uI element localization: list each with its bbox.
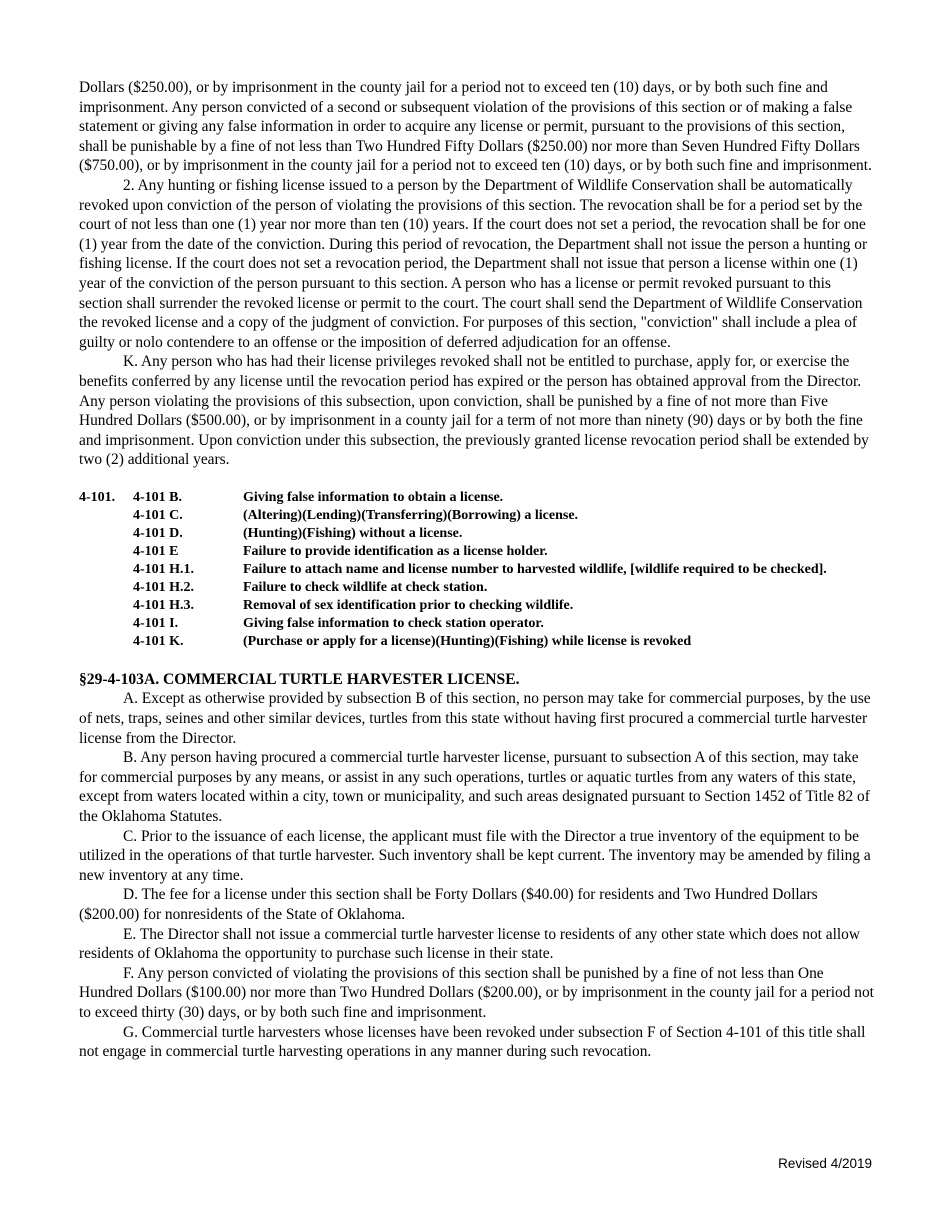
paragraph-subsection-d: D. The fee for a license under this section shall be Forty Dollars ($40.00) for residents and Two Hundred Dollars ($200.00) for nonresidents of the State of Oklahoma. bbox=[79, 886, 818, 923]
offense-row bbox=[79, 561, 875, 579]
offense-row bbox=[79, 579, 875, 597]
offense-row bbox=[79, 615, 875, 633]
offense-code: 4-101 B. bbox=[133, 489, 182, 505]
offense-code: 4-101 C. bbox=[133, 507, 183, 523]
section-heading: §29-4-103A. COMMERCIAL TURTLE HARVESTER LICENSE. bbox=[79, 670, 520, 688]
offense-description: (Purchase or apply for a license)(Hunting)(Fishing) while license is revoked bbox=[243, 633, 692, 649]
paragraph-subsection-b: B. Any person having procured a commercial turtle harvester license, pursuant to subsection A of this section, may take for commercial purposes by any means, or assist in any such operations, turtles or aquatic turtles from any waters of this state, except from waters located within a city, town or municipality, and such areas designated pursuant to Section 1452 of Title 82 of the Oklahoma Statutes. bbox=[79, 749, 870, 826]
offense-code: 4-101 I. bbox=[133, 615, 179, 631]
offense-description: Removal of sex identification prior to checking wildlife. bbox=[243, 597, 574, 613]
offense-description: (Hunting)(Fishing) without a license. bbox=[243, 525, 463, 541]
document-page bbox=[79, 78, 875, 1062]
offense-row bbox=[79, 507, 875, 525]
offense-code: 4-101 E bbox=[133, 543, 179, 559]
offense-description: Giving false information to check station operator. bbox=[243, 615, 544, 631]
paragraph-penalty-continued: Dollars ($250.00), or by imprisonment in the county jail for a period not to exceed ten (10) days, or by both such fine and imprisonment. Any person convicted of a second or subsequent violation of the provisions of this section or of making a false statement or giving any false information in order to acquire any license or permit, pursuant to the provisions of this section, shall be punishable by a fine of not less than Two Hundred Fifty Dollars ($250.00) nor more than Seven Hundred Fifty Dollars ($750.00), or by imprisonment in the county jail for a period not to exceed ten (10) days, or by both such fine and imprisonment. bbox=[79, 79, 872, 175]
paragraph-subsection-f: F. Any person convicted of violating the provisions of this section shall be punished by a fine of not less than One Hundred Dollars ($100.00) nor more than Two Hundred Dollars ($200.00), or by imprisonment in the county jail for a period not to exceed thirty (30) days, or by both such fine and imprisonment. bbox=[79, 964, 874, 1021]
offense-section-label: 4-101. bbox=[79, 489, 116, 505]
paragraph-subsection-k: K. Any person who has had their license privileges revoked shall not be entitled to purchase, apply for, or exercise the benefits conferred by any license until the revocation period has expired or the person has obtained approval from the Director. Any person violating the provisions of this subsection, upon conviction, shall be punished by a fine of not more than Five Hundred Dollars ($500.00), or by imprisonment in a county jail for a term of not more than ninety (90) days or by both the fine and imprisonment. Upon conviction under this subsection, the previously granted license revocation period shall be extended by two (2) additional years. bbox=[79, 353, 869, 469]
offense-description: (Altering)(Lending)(Transferring)(Borrowing) a license. bbox=[243, 507, 579, 523]
offense-row bbox=[79, 597, 875, 615]
offense-description: Failure to check wildlife at check station. bbox=[243, 579, 488, 595]
paragraph-subsection-g: G. Commercial turtle harvesters whose licenses have been revoked under subsection F of Section 4-101 of this title shall not engage in commercial turtle harvesting operations in any manner during such revocation. bbox=[79, 1023, 866, 1061]
revision-footer: Revised 4/2019 bbox=[778, 1156, 872, 1171]
offense-description: Failure to attach name and license number to harvested wildlife, [wildlife required to be checked]. bbox=[243, 561, 827, 577]
offense-code: 4-101 D. bbox=[133, 525, 183, 541]
offense-row bbox=[79, 489, 875, 507]
paragraph-subsection-a: A. Except as otherwise provided by subsection B of this section, no person may take for commercial purposes, by the use of nets, traps, seines and other similar devices, turtles from this state without having first procured a commercial turtle harvester license from the Director. bbox=[79, 690, 871, 747]
offense-code: 4-101 K. bbox=[133, 633, 184, 649]
offense-row bbox=[79, 525, 875, 543]
offense-table bbox=[79, 489, 875, 651]
paragraph-subsection-c: C. Prior to the issuance of each license, the applicant must file with the Director a true inventory of the equipment to be utilized in the operations of that turtle harvester. Such inventory shall be kept current. The inventory may be amended by filing a new inventory at any time. bbox=[79, 827, 871, 884]
offense-code: 4-101 H.2. bbox=[133, 579, 195, 595]
offense-row bbox=[79, 543, 875, 561]
offense-description: Giving false information to obtain a license. bbox=[243, 489, 504, 505]
offense-code: 4-101 H.3. bbox=[133, 597, 195, 613]
offense-row bbox=[79, 633, 875, 651]
offense-code: 4-101 H.1. bbox=[133, 561, 195, 577]
paragraph-subsection-e: E. The Director shall not issue a commercial turtle harvester license to residents of any other state which does not allow residents of Oklahoma the opportunity to purchase such license in their state. bbox=[79, 925, 860, 963]
offense-description: Failure to provide identification as a license holder. bbox=[243, 543, 548, 559]
paragraph-license-revocation: 2. Any hunting or fishing license issued to a person by the Department of Wildlife Conservation shall be automatically revoked upon conviction of the person of violating the provisions of this section. The revocation shall be for a period set by the court of not less than one (1) year nor more than ten (10) years. If the court does not set a period, the revocation shall be for one (1) year from the date of the conviction. During this period of revocation, the Department shall not issue the person a hunting or fishing license. If the court does not set a revocation period, the Department shall not issue that person a license within one (1) year of the conviction of the person pursuant to this section. A person who has a license or permit revoked pursuant to this section shall surrender the revoked license or permit to the court. The court shall send the Department of Wildlife Conservation the revoked license and a copy of the judgment of conviction. For purposes of this section, "conviction" shall include a plea of guilty or nolo contendere to an offense or the imposition of deferred adjudication for an offense. bbox=[79, 176, 868, 351]
